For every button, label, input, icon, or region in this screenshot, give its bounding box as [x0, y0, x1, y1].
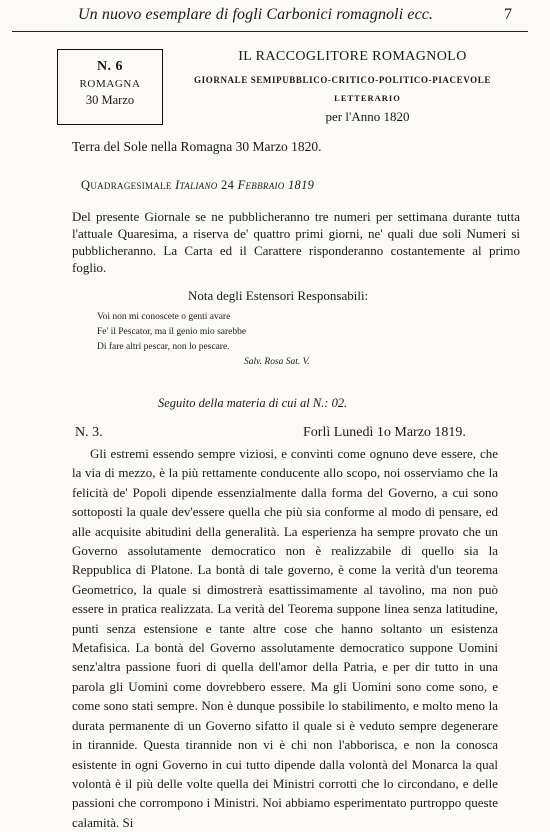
editors-note-title: Nota degli Estensori Responsabili: [188, 288, 369, 303]
masthead-year: per l'Anno 1820 [325, 109, 410, 124]
verse-line-3: Di fare altri pescar, non lo pescare. [97, 342, 230, 352]
verse-attribution: Salv. Rosa Sat. V. [244, 357, 310, 367]
issue-number-box [57, 49, 163, 125]
article-body: Gli estremi essendo sempre viziosi, e convinti come ognuno deve essere, che la via di mezzo, è la più rettamente conducente allo scopo, noi osserviamo che la felicità de' Popoli dipende essenzialmente dalla forma del Governo, a cui sono sottoposti la quale dev'essere quella che più sia conforme al modo di pensare, ed alle acquisite abitudini della generalità. La esperienza ha sempre provato che un Governo assolutamente democratico non è realizzabile di quello sia la Reppublica di Platone. La bontà di tale governo, è come la verità d'un teorema Geometrico, la quale si dimostrerà esattissimamente al tavolino, ma non può essere in pratica realizzata. La verità del Teorema suppone linea senza latitudine, punti senza estensione e tante altre cose che hanno soltanto un esistenza Metafisica. La bontà del Governo assolutamente democratico suppone Uomini senz'altra passione fuori di quella dell'amor della Patria, e per dir tutto in una parola gli Uomini come dovrebbero essere. Ma gli Uomini sono come sono, e come sono stati sempre. Non è dunque possibile lo stabilimento, e molto meno la durata permanente di un Governo sifatto il quale si è veduto sempre degenerare in tirannide. Questa tirannide non vi è chi non l'abborisca, e non la conosca esistente in ogni Governo in cui tutto dipende dalla volontà del Monarca la qual volontà è il più delle volte quella dei Ministri corrotti che lo circondano, e delle passioni che corrompono i Ministri. Noi abbiamo esperimentato purtroppo queste calamità. Si [72, 446, 498, 830]
masthead-subtitle: GIORNALE SEMIPUBBLICO-CRITICO-POLITICO-PIACEVOLE [194, 75, 491, 85]
epigraph-verse [97, 310, 310, 370]
issue-date: 30 Marzo [85, 93, 135, 107]
page-number: 7 [504, 6, 512, 23]
dateline [81, 178, 314, 193]
letter-number: N. 3. [75, 425, 103, 440]
issue-number: N. 6 [96, 59, 124, 74]
dateline-part-4: Febbraio 1819 [237, 178, 315, 192]
publication-notice: Del presente Giornale se ne pubblicheranno tre numeri per settimana durante tutta l'attuale Quaresima, a riserva de' quattro primi giorni, ne' quali due soli Numeri si pubblicheranno. La Carta ed il Carattere risponderanno costantemente al primo foglio. [72, 209, 520, 275]
masthead [170, 49, 515, 125]
dateline-part-1: Quadragesimale [81, 178, 172, 192]
running-header: Un nuovo esemplare di fogli Carbonici romagnoli ecc. [78, 6, 434, 23]
letter-place-date: Forlì Lunedì 1o Marzo 1819. [303, 425, 466, 440]
verse-line-2: Fe' il Pescator, ma il genio mio sarebbe [97, 327, 247, 337]
dateline-part-3: 24 [221, 178, 235, 192]
dateline-part-2: Italiano [175, 178, 218, 192]
place-date-line: Terra del Sole nella Romagna 30 Marzo 1820. [72, 139, 322, 154]
header-rule [12, 31, 528, 32]
issue-region: ROMAGNA [79, 78, 141, 90]
masthead-subtitle-2: LETTERARIO [334, 93, 401, 103]
masthead-title: IL RACCOGLITORE ROMAGNOLO [238, 49, 467, 64]
verse-line-1: Voi non mi conoscete o genti avare [97, 312, 231, 322]
continuation-heading: Seguito della materia di cui al N.: 02. [158, 396, 348, 410]
